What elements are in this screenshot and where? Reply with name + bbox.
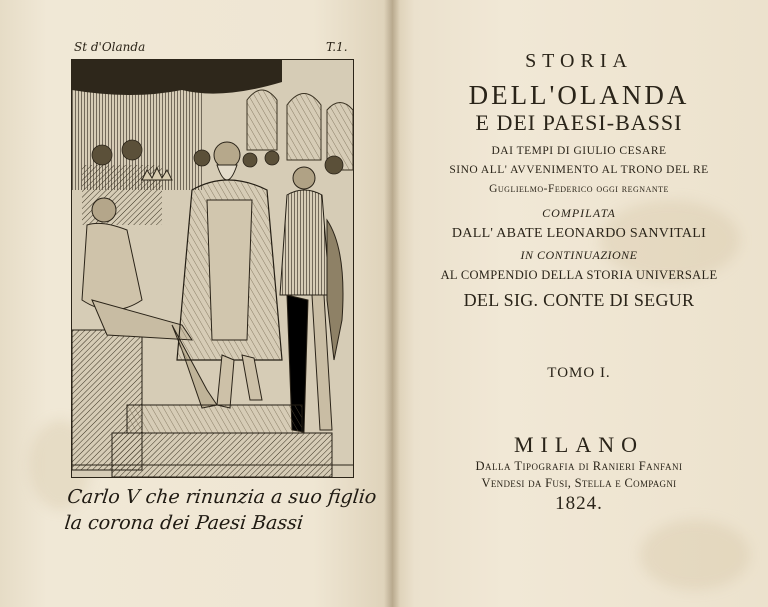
plate-caption: Carlo V che rinunzia a suo figlio la corona dei Paesi Bassi bbox=[63, 486, 378, 534]
subtitle-line-1: DAI TEMPI DI GIULIO CESARE bbox=[491, 145, 667, 157]
volume-label: TOMO I. bbox=[547, 365, 611, 381]
engraving-illustration bbox=[72, 60, 353, 477]
plate-header-left: St d'Olanda bbox=[74, 40, 146, 54]
compendio-line: AL COMPENDIO DELLA STORIA UNIVERSALE bbox=[440, 268, 718, 282]
segur-line: DEL SIG. CONTE DI SEGUR bbox=[463, 290, 695, 310]
imprint-city: MILANO bbox=[514, 432, 644, 457]
title-olanda: DELL'OLANDA bbox=[468, 80, 690, 110]
imprint-printer: Dalla Tipografia di Ranieri Fanfani bbox=[475, 459, 683, 473]
paper-stain bbox=[640, 520, 750, 590]
continuazione-label: IN CONTINUAZIONE bbox=[520, 248, 638, 262]
plate-header-right: T.1. bbox=[326, 40, 348, 54]
subtitle-line-3: Guglielmo-Federico oggi regnante bbox=[489, 183, 669, 195]
title-storia: STORIA bbox=[525, 50, 633, 72]
imprint-seller: Vendesi da Fusi, Stella e Compagni bbox=[481, 476, 677, 490]
book-gutter bbox=[384, 0, 400, 607]
subtitle-line-2: SINO ALL' AVVENIMENTO AL TRONO DEL RE bbox=[449, 164, 709, 176]
author-line: DALL' ABATE LEONARDO SANVITALI bbox=[451, 226, 707, 241]
imprint-year: 1824. bbox=[555, 493, 603, 514]
compilata-label: COMPILATA bbox=[542, 206, 616, 220]
title-paesi-bassi: E DEI PAESI-BASSI bbox=[475, 110, 683, 135]
engraving-plate bbox=[71, 59, 354, 478]
